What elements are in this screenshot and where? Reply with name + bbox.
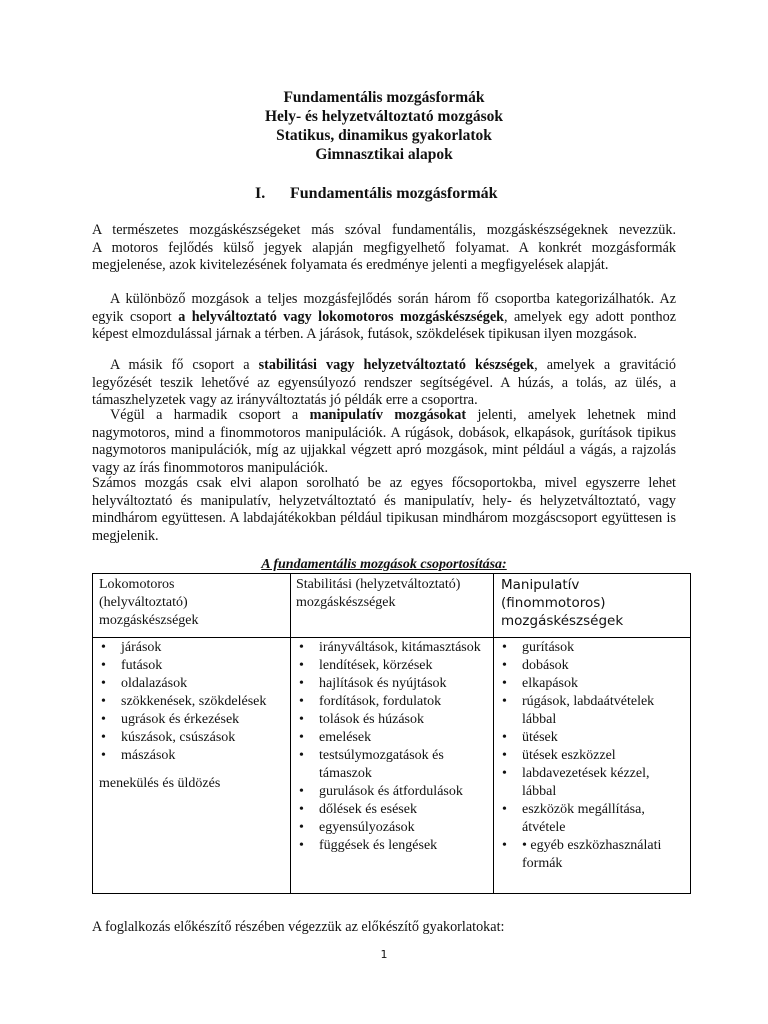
header-text: mozgáskészségek [99, 613, 199, 628]
page-number: 1 [380, 948, 388, 961]
list-item: • hajlítások és nyújtások [291, 675, 487, 693]
table-header-row [93, 574, 690, 638]
manipulative-list [494, 639, 680, 873]
stability-list [291, 639, 487, 855]
intro-line: A természetes mozgáskészségeket más szóval fundamentális, mozgáskészségeknek nevezzük. [92, 222, 676, 238]
header-locomotor [99, 576, 199, 630]
paragraph-text: jelenti, amelyek lehetnek mind nagymotoros, mind a finommotoros manipulációk. A rúgások, dobások, elkapások, gurítások tipikus nagymotoros manipulációk, míg az ujjakkal végzett apró mozgások, mint például a vágás, a rajzolás vagy az írás finommotoros manipulációk. [92, 407, 676, 476]
locomotor-list [93, 639, 283, 765]
paragraph-text: A különböző mozgások a teljes mozgásfejlődés során három fő csoportba kategorizálhatók. Az egyik csoport [92, 291, 676, 325]
list-item: • fordítások, fordulatok [291, 693, 487, 711]
column-locomotor [93, 639, 283, 793]
list-item: • irányváltások, kitámasztások [291, 639, 487, 657]
title-line: Gimnasztikai alapok [315, 146, 453, 163]
closing-sentence: A foglalkozás előkészítő részében végezzük az előkészítő gyakorlatokat: [92, 919, 505, 935]
list-item: • eszközök megállítása, átvétele [494, 801, 680, 837]
list-item: • járások [93, 639, 283, 657]
list-item: • lendítések, körzések [291, 657, 487, 675]
list-item: • testsúlymozgatások és támaszok [291, 747, 487, 783]
bold-term: stabilitási vagy helyzetváltoztató készségek [258, 357, 535, 373]
list-item: • gurítások [494, 639, 680, 657]
list-item: • elkapások [494, 675, 680, 693]
paragraph-text: A másik fő csoport a [110, 357, 259, 373]
table-caption [0, 557, 768, 573]
intro-line: A motoros fejlődés külső jegyek alapján megfigyelhető folyamat. A konkrét mozgásformák [92, 239, 676, 256]
list-item: • függések és lengések [291, 837, 487, 855]
paragraph-combined: Számos mozgás csak elvi alapon sorolható be az egyes főcsoportokba, mivel egyszerre lehet helyváltoztató és manipulatív, helyzetváltoztató és manipulatív, hely- és helyzetváltoztató, vagy mindhárom együttesen. A labdajátékokban például tipikusan mindhárom mozgáscsoport együttesen is megjelenik. [92, 475, 676, 544]
header-text: Manipulatív [501, 577, 580, 593]
classification-table [92, 573, 691, 894]
header-text: mozgáskészségek [501, 613, 624, 629]
intro-line: megjelenése, azok kivitelezésének folyamata és eredménye jelenti a megfigyelések alapját. [92, 257, 609, 274]
list-item: • szökkenések, szökdelések [93, 693, 283, 711]
list-item: • futások [93, 657, 283, 675]
list-item: • egyensúlyozások [291, 819, 487, 837]
column-manipulative [494, 639, 680, 873]
locomotor-extra: menekülés és üldözés [99, 776, 221, 791]
list-item: • gurulások és átfordulások [291, 783, 487, 801]
list-item: • labdavezetések kézzel, lábbal [494, 765, 680, 801]
header-text: (helyváltoztató) [99, 595, 188, 610]
paragraph-text: , amelyek a gravitáció legyőzését teszik lehetővé az egyensúlyozó rendszer segítségével. A húzás, a tolás, az ülés, a támaszhelyzetek vagy az irányváltoztatás jó példák erre a csoportra. [92, 357, 676, 409]
header-text: Stabilitási (helyzetváltoztató) [296, 577, 461, 592]
list-item: • ütések eszközzel [494, 747, 680, 765]
title-line: Hely- és helyzetváltoztató mozgások [264, 108, 504, 125]
paragraph-stability [92, 357, 676, 410]
paragraph-text: , amelyek egy adott ponthoz képest elmozdulással járnak a térben. A járások, futások, szökdelések tipikusan ilyen mozgások. [92, 308, 676, 343]
header-text: (finommotoros) [501, 595, 606, 611]
document-titles [92, 88, 676, 164]
list-item: • • egyéb eszközhasználati formák [494, 837, 680, 873]
header-manipulative [501, 576, 623, 630]
bold-term: manipulatív mozgásokat [309, 407, 467, 423]
section-number: I. [255, 185, 266, 202]
intro-paragraph [92, 222, 676, 275]
paragraph-manipulative [92, 407, 676, 477]
paragraph-locomotor [92, 291, 676, 344]
list-item: • mászások [93, 747, 283, 765]
list-item: • kúszások, csúszások [93, 729, 283, 747]
paragraph-text: Végül a harmadik csoport a [110, 407, 310, 423]
column-stability [291, 639, 487, 855]
list-item: • dobások [494, 657, 680, 675]
list-item: • ütések [494, 729, 680, 747]
list-item: • rúgások, labdaátvételek lábbal [494, 693, 680, 729]
header-text: Lokomotoros [99, 577, 175, 592]
title-line: Statikus, dinamikus gyakorlatok [276, 127, 492, 144]
list-item: • ugrások és érkezések [93, 711, 283, 729]
list-item: • tolások és húzások [291, 711, 487, 729]
header-stability [296, 576, 460, 612]
title-line: Fundamentális mozgásformák [283, 89, 485, 106]
header-text: mozgáskészségek [296, 595, 396, 610]
section-title: Fundamentális mozgásformák [290, 185, 498, 202]
list-item: • dőlések és esések [291, 801, 487, 819]
table-caption-text: A fundamentális mozgások csoportosítása: [261, 557, 507, 572]
bold-term: a helyváltoztató vagy lokomotoros mozgáskészségek [178, 308, 505, 325]
list-item: • emelések [291, 729, 487, 747]
list-item: • oldalazások [93, 675, 283, 693]
